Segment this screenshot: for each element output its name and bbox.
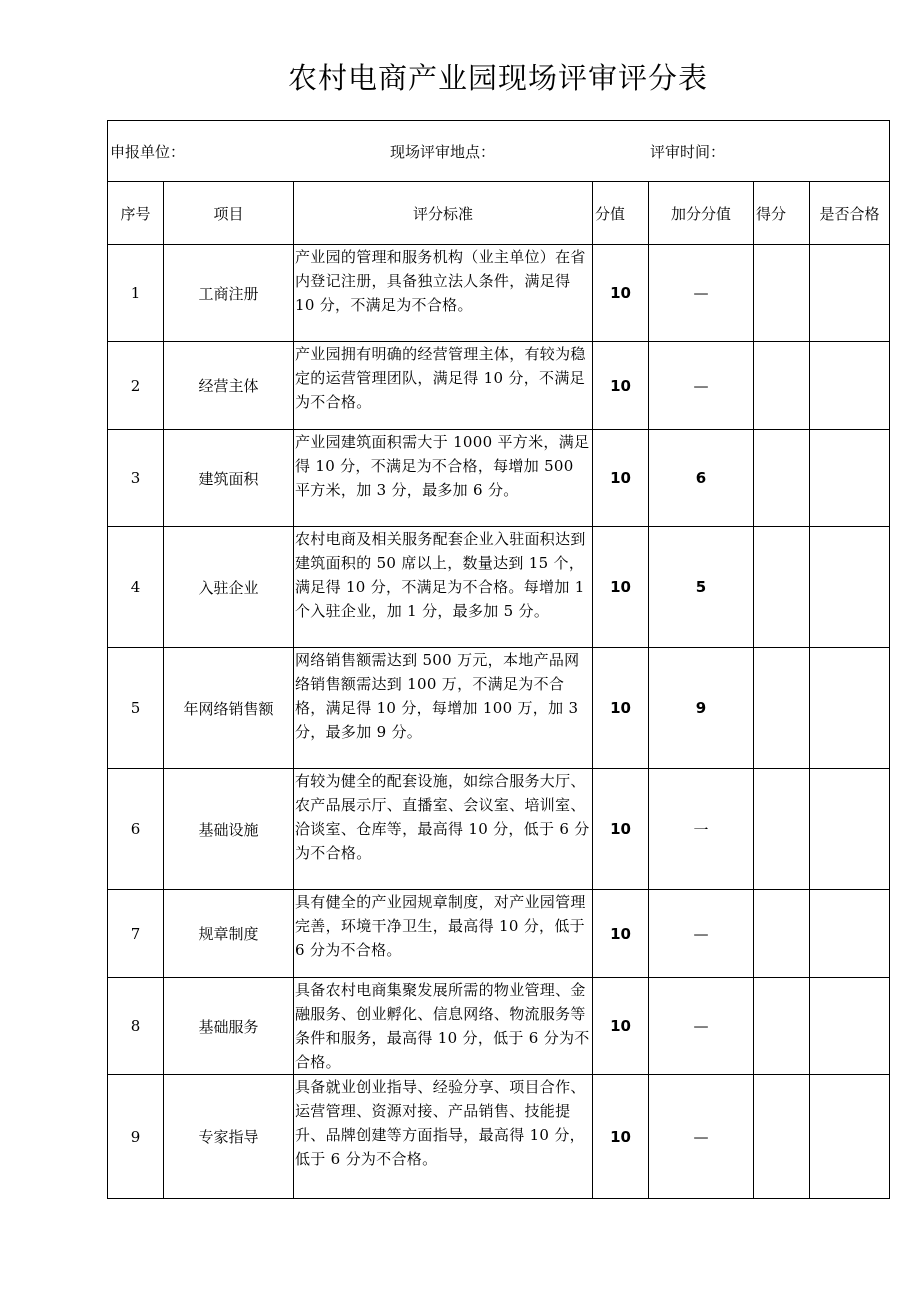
table-row (108, 648, 890, 769)
row-qualified (810, 890, 890, 978)
score-table (107, 120, 890, 1199)
row-item: 规章制度 (164, 890, 294, 978)
row-seq: 5 (108, 648, 164, 769)
row-qualified (810, 769, 890, 890)
row-seq: 4 (108, 527, 164, 648)
row-seq: 6 (108, 769, 164, 890)
row-value: 10 (593, 527, 649, 648)
row-bonus: — (649, 342, 754, 430)
row-item: 工商注册 (164, 245, 294, 342)
row-criteria: 产业园建筑面积需大于 1000 平方米，满足得 10 分，不满足为不合格，每增加 500 平方米，加 3 分，最多加 6 分。 (294, 430, 593, 527)
header-qualified: 是否合格 (810, 182, 890, 245)
row-qualified (810, 1075, 890, 1199)
row-qualified (810, 342, 890, 430)
row-bonus: 6 (649, 430, 754, 527)
row-qualified (810, 527, 890, 648)
row-item: 专家指导 (164, 1075, 294, 1199)
table-row (108, 430, 890, 527)
row-item: 基础服务 (164, 978, 294, 1075)
row-value: 10 (593, 430, 649, 527)
row-value: 10 (593, 245, 649, 342)
header-score: 得分 (754, 182, 810, 245)
row-bonus: — (649, 978, 754, 1075)
row-criteria: 具有健全的产业园规章制度，对产业园管理完善，环境干净卫生，最高得 10 分，低于 6 分为不合格。 (294, 890, 593, 978)
row-item: 基础设施 (164, 769, 294, 890)
row-score (754, 769, 810, 890)
row-seq: 2 (108, 342, 164, 430)
row-score (754, 1075, 810, 1199)
row-score (754, 245, 810, 342)
row-item: 入驻企业 (164, 527, 294, 648)
row-value: 10 (593, 978, 649, 1075)
row-qualified (810, 430, 890, 527)
table-row (108, 890, 890, 978)
row-bonus: — (649, 245, 754, 342)
header-bonus-value: 加分分值 (649, 182, 754, 245)
row-bonus: 一 (649, 769, 754, 890)
row-bonus: — (649, 1075, 754, 1199)
header-row (108, 182, 890, 245)
table-row (108, 245, 890, 342)
row-criteria: 农村电商及相关服务配套企业入驻面积达到建筑面积的 50 席以上，数量达到 15 个，满足得 10 分，不满足为不合格。每增加 1 个入驻企业，加 1 分，最多加 5 分。 (294, 527, 593, 648)
row-value: 10 (593, 648, 649, 769)
row-score (754, 430, 810, 527)
header-score-value: 分值 (593, 182, 649, 245)
info-row (108, 121, 890, 182)
row-criteria: 有较为健全的配套设施，如综合服务大厅、农产品展示厅、直播室、会议室、培训室、洽谈室、仓库等，最高得 10 分，低于 6 分为不合格。 (294, 769, 593, 890)
row-qualified (810, 978, 890, 1075)
row-value: 10 (593, 890, 649, 978)
row-score (754, 978, 810, 1075)
row-value: 10 (593, 769, 649, 890)
row-seq: 9 (108, 1075, 164, 1199)
table-row (108, 527, 890, 648)
review-location-label: 现场评审地点： (390, 142, 496, 161)
header-item: 项目 (164, 182, 294, 245)
row-criteria: 产业园拥有明确的经营管理主体，有较为稳定的运营管理团队，满足得 10 分，不满足为不合格。 (294, 342, 593, 430)
row-seq: 1 (108, 245, 164, 342)
table-row (108, 978, 890, 1075)
row-seq: 3 (108, 430, 164, 527)
review-time-label: 评审时间： (650, 142, 726, 161)
row-bonus: 9 (649, 648, 754, 769)
row-criteria: 网络销售额需达到 500 万元，本地产品网络销售额需达到 100 万，不满足为不合格，满足得 10 分，每增加 100 万，加 3 分，最多加 9 分。 (294, 648, 593, 769)
row-bonus: 5 (649, 527, 754, 648)
row-item: 经营主体 (164, 342, 294, 430)
table-row (108, 1075, 890, 1199)
header-seq: 序号 (108, 182, 164, 245)
row-seq: 8 (108, 978, 164, 1075)
row-bonus: — (649, 890, 754, 978)
row-item: 年网络销售额 (164, 648, 294, 769)
row-value: 10 (593, 342, 649, 430)
row-seq: 7 (108, 890, 164, 978)
row-score (754, 342, 810, 430)
row-value: 10 (593, 1075, 649, 1199)
row-qualified (810, 245, 890, 342)
row-score (754, 890, 810, 978)
row-score (754, 527, 810, 648)
applicant-unit-label: 申报单位： (110, 142, 186, 161)
row-criteria: 产业园的管理和服务机构（业主单位）在省内登记注册，具备独立法人条件，满足得 10 分，不满足为不合格。 (294, 245, 593, 342)
row-criteria: 具备就业创业指导、经验分享、项目合作、运营管理、资源对接、产品销售、技能提升、品牌创建等方面指导，最高得 10 分，低于 6 分为不合格。 (294, 1075, 593, 1199)
table-row (108, 342, 890, 430)
page-title: 农村电商产业园现场评审评分表 (287, 61, 708, 95)
row-qualified (810, 648, 890, 769)
table-row (108, 769, 890, 890)
row-score (754, 648, 810, 769)
header-criteria: 评分标准 (294, 182, 593, 245)
row-item: 建筑面积 (164, 430, 294, 527)
row-criteria: 具备农村电商集聚发展所需的物业管理、金融服务、创业孵化、信息网络、物流服务等条件和服务，最高得 10 分，低于 6 分为不合格。 (294, 978, 593, 1075)
